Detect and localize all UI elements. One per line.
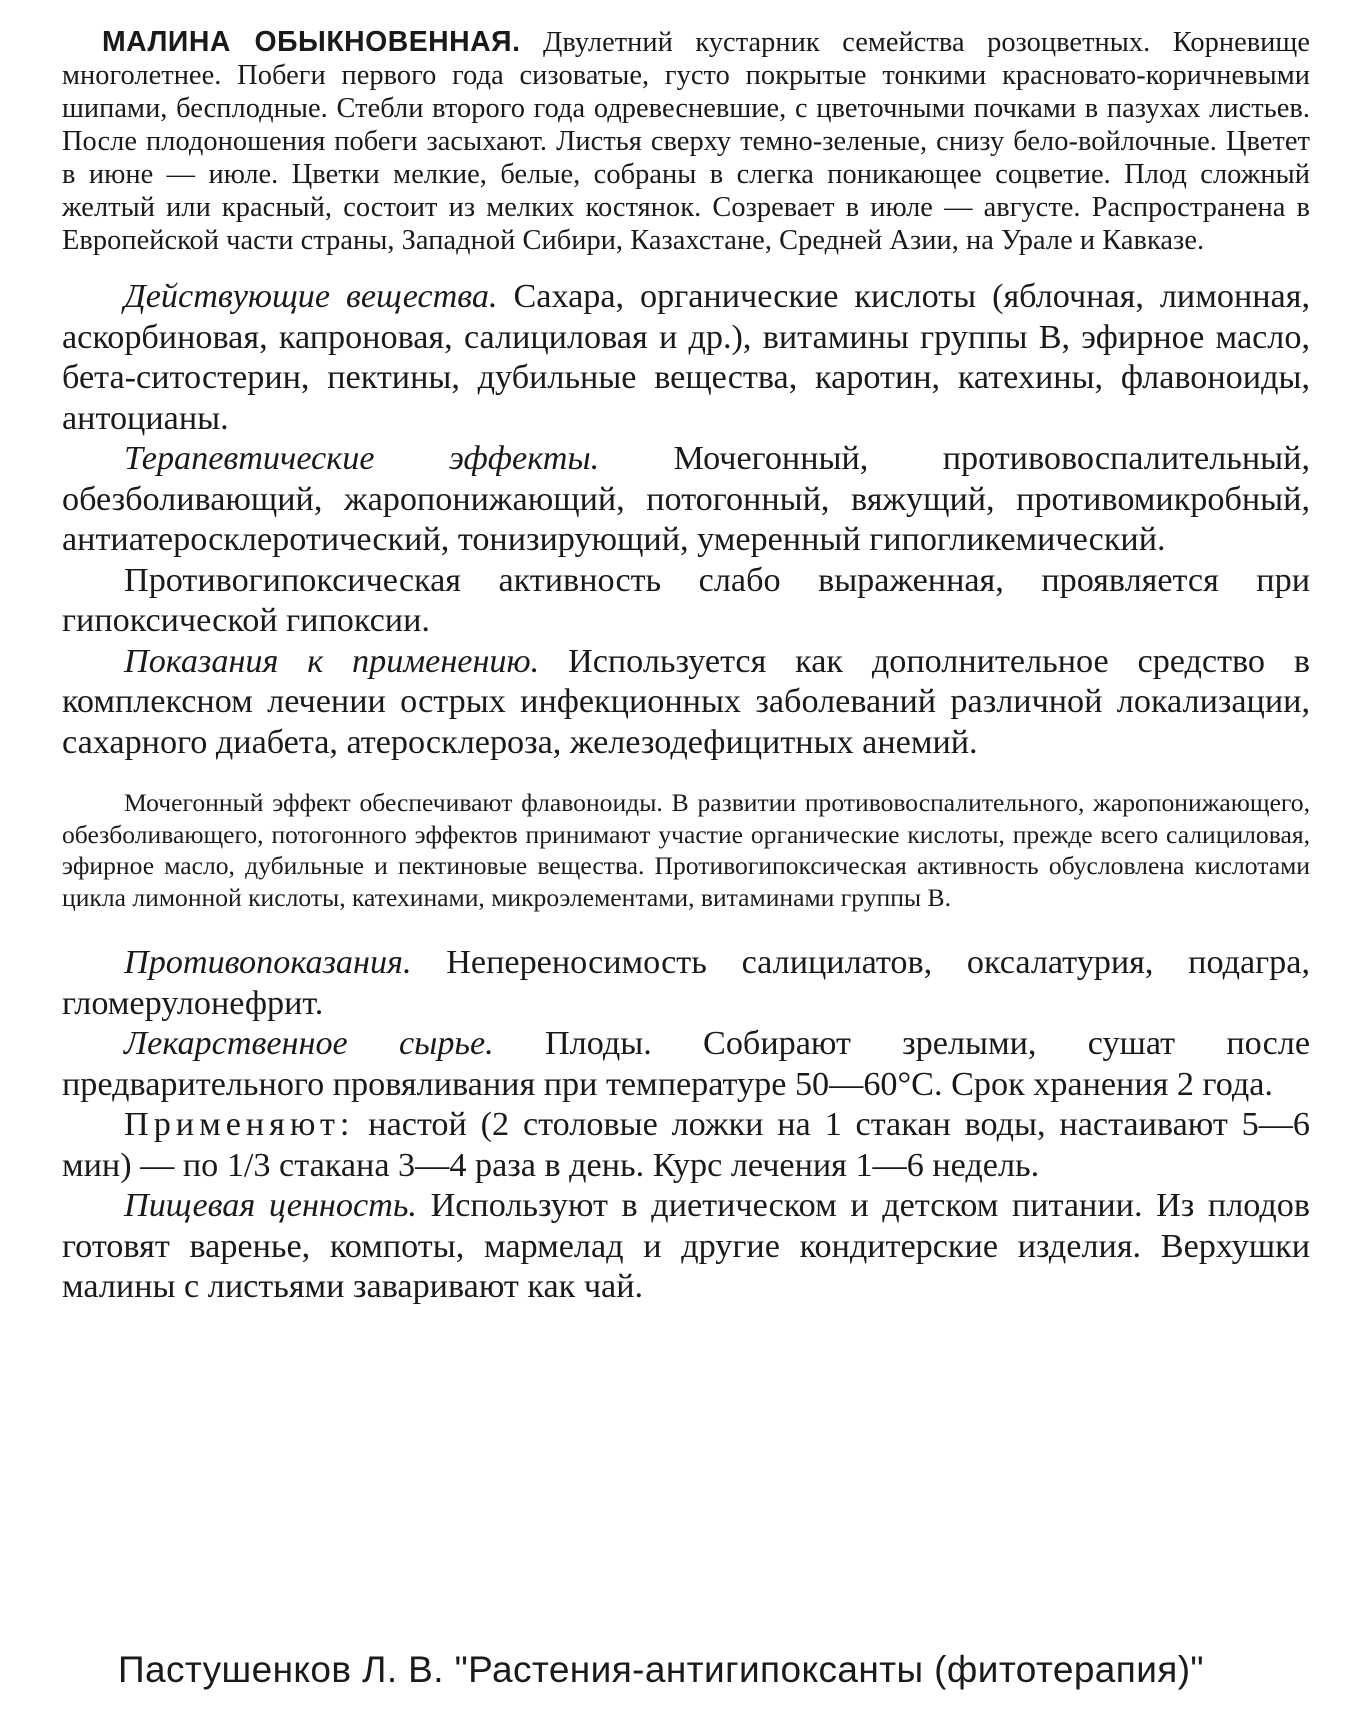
food-value-paragraph — [62, 1186, 1310, 1308]
therapeutic-effects-paragraph — [62, 439, 1310, 561]
usage-text: настой (2 столовые ложки на 1 стакан воды, настаивают 5—6 мин) — по 1/3 стакана 3—4 раза в день. Курс лечения 1—6 недель. — [62, 1106, 1311, 1184]
plant-description-text: Двулетний кустарник семейства розоцветных. Корневище многолетнее. Побеги первого года сизоватые, густо покрытые тонкими красновато-коричневыми шипами, бесплодные. Стебли второго года одревесневшие, с цветочными почками в пазухах листьев. После плодоношения побеги засыхают. Листья сверху темно-зеленые, снизу бело-войлочные. Цветет в июне — июле. Цветки мелкие, белые, собраны в слегка поникающее соцветие. Плод сложный желтый или красный, состоит из мелких костянок. Созревает в июле — августе. Распространена в Европейской части страны, Западной Сибири, Казахстане, Средней Азии, на Урале и Кавказе. — [62, 27, 1310, 256]
plant-description — [62, 26, 1310, 257]
food-value-text: Используют в диетическом и детском питании. Из плодов готовят варенье, компоты, мармелад и другие кондитерские изделия. Верхушки малины с листьями заваривают как чай. — [62, 1187, 1311, 1305]
therapeutic-effects-label: Терапевтические эффекты. — [124, 440, 600, 477]
usage-paragraph — [62, 1105, 1310, 1186]
raw-material-label: Лекарственное сырье. — [124, 1025, 494, 1062]
indications-text: Используется как дополнительное средство в комплексном лечении острых инфекционных заболеваний различной локализации, сахарного диабета, атеросклероза, железодефицитных анемий. — [62, 642, 1311, 761]
indications-label: Показания к применению. — [124, 642, 540, 680]
usage-label: Применяют: — [124, 1106, 355, 1143]
indications-paragraph — [62, 642, 1310, 764]
raw-material-text: Плоды. Собирают зрелыми, сушат после предварительного провяливания при температуре 50—60°С. Срок хранения 2 года. — [62, 1025, 1311, 1103]
mechanism-note: Мочегонный эффект обеспечивают флавоноиды. В развитии противовоспалительного, жаропонижающего, обезболивающего, потогонного эффектов принимают участие органические кислоты, прежде всего салициловая, эфирное масло, дубильные и пектиновые вещества. Противогипоксическая активность обусловлена кислотами цикла лимонной кислоты, катехинами, микроэлементами, витаминами группы В. — [62, 788, 1310, 912]
active-substances-label: Действующие вещества. — [124, 278, 498, 315]
article-page — [62, 26, 1310, 1308]
raw-material-paragraph — [62, 1024, 1310, 1105]
contraindications-paragraph — [62, 943, 1310, 1024]
source-citation: Пастушенков Л. В. "Растения-антигипоксанты (фитотерапия)" — [118, 1649, 1204, 1690]
antihypoxic-paragraph: Противогипоксическая активность слабо выраженная, проявляется при гипоксической гипоксии. — [62, 561, 1310, 639]
plant-title: МАЛИНА ОБЫКНОВЕННАЯ. — [102, 26, 521, 58]
contraindications-label: Противопоказания. — [124, 944, 412, 981]
active-substances-text: Сахара, органические кислоты (яблочная, лимонная, аскорбиновая, капроновая, салициловая и др.), витамины группы В, эфирное масло, бета-ситостерин, пектины, дубильные вещества, каротин, катехины, флавоноиды, антоцианы. — [62, 278, 1310, 437]
food-value-label: Пищевая ценность. — [124, 1187, 417, 1224]
active-substances-paragraph — [62, 277, 1310, 439]
contraindications-text: Непереносимость салицилатов, оксалатурия, подагра, гломерулонефрит. — [62, 944, 1310, 1022]
therapeutic-effects-text: Мочегонный, противовоспалительный, обезболивающий, жаропонижающий, потогонный, вяжущий, противомикробный, антиатеросклеротический, тонизирующий, умеренный гипогликемический. — [62, 440, 1310, 558]
